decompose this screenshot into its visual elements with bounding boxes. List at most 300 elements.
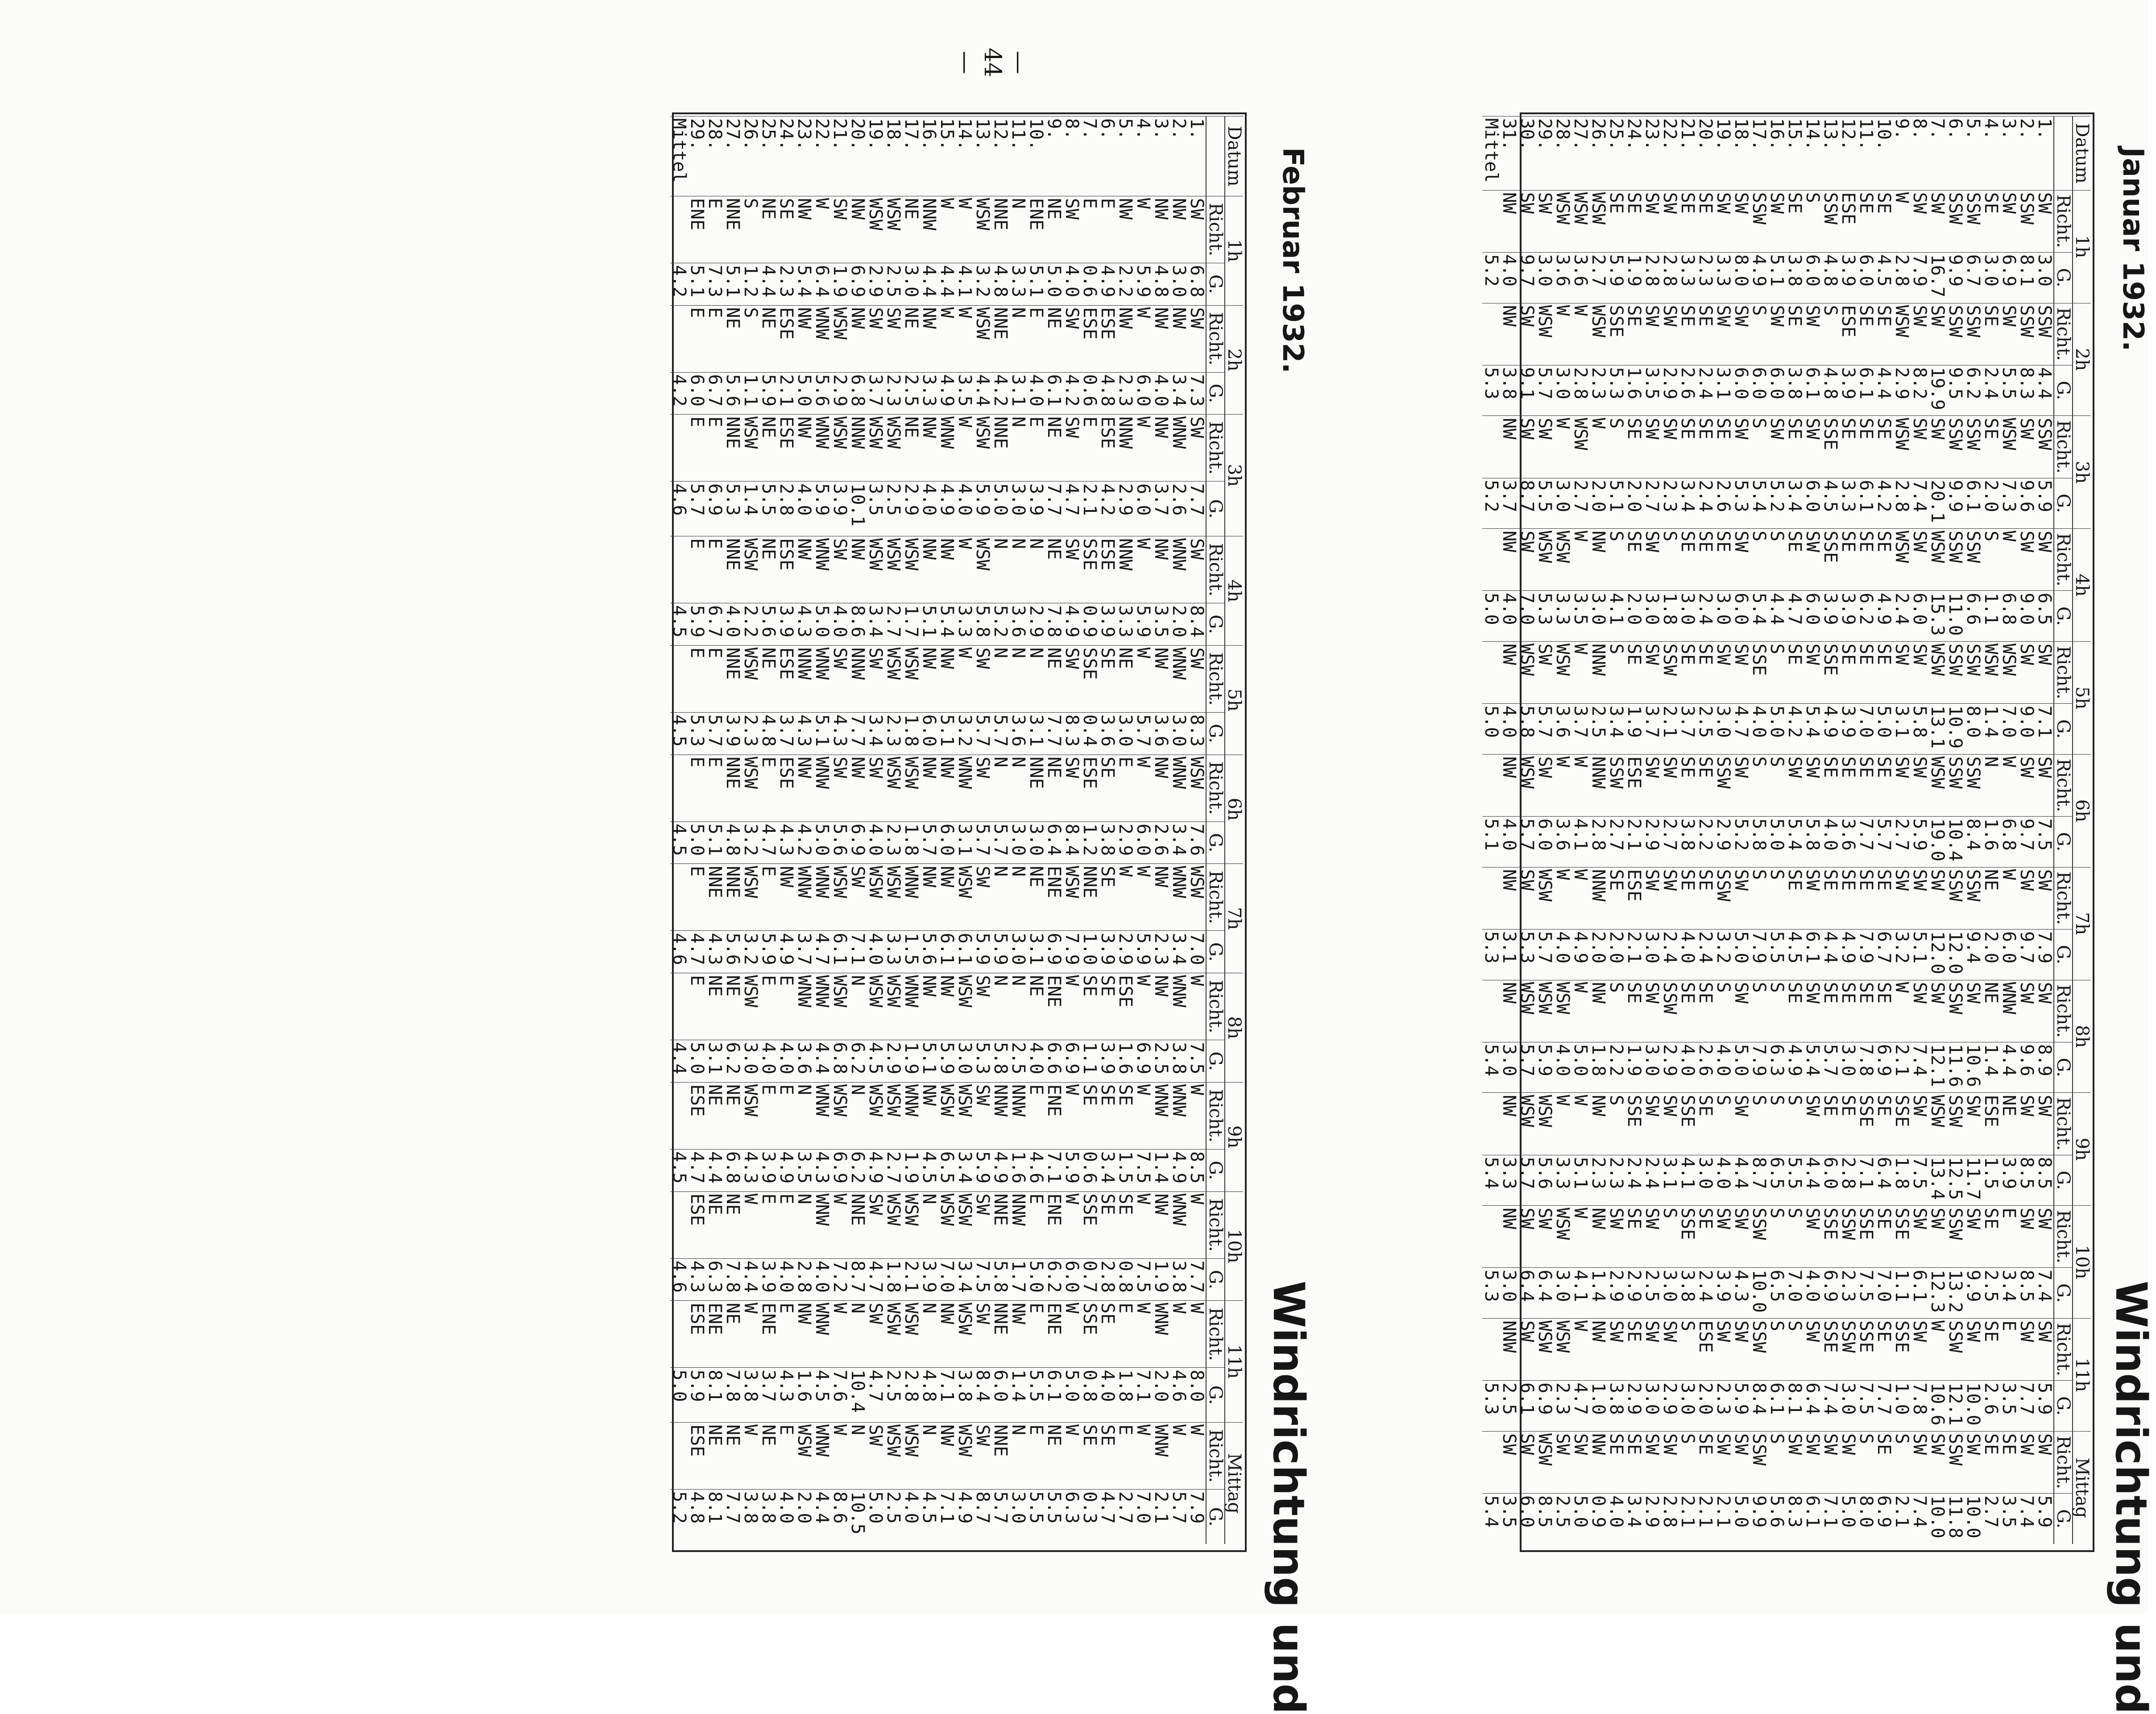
speed-cell: 3.4	[1099, 1149, 1116, 1191]
speed-cell: 7.0	[938, 1258, 956, 1301]
direction-cell: NW	[1152, 1191, 1170, 1258]
date-cell: 28.	[1554, 116, 1571, 191]
speed-cell: 3.9	[1027, 481, 1045, 536]
speed-cell: 2.5	[884, 1368, 902, 1423]
speed-cell: 5.9	[1134, 263, 1152, 305]
direction-cell: SSW	[1946, 1319, 1964, 1381]
speed-cell: 2.7	[884, 1149, 902, 1191]
direction-cell: W	[1134, 864, 1152, 931]
speed-cell: 3.6	[1571, 252, 1589, 303]
speed-cell: 2.1	[1625, 817, 1643, 867]
direction-cell: SE	[1625, 1319, 1643, 1381]
speed-cell: 3.8	[1679, 1268, 1696, 1319]
speed-cell: 5.1	[938, 712, 956, 755]
mean-row	[1482, 116, 1500, 1544]
direction-cell: SE	[1786, 980, 1804, 1042]
direction-cell: E	[688, 755, 706, 822]
speed-cell: 6.0	[1804, 591, 1821, 642]
direction-cell: WSW	[1536, 1432, 1554, 1494]
direction-cell: SE	[1857, 303, 1875, 365]
column-header: Datum	[1225, 116, 1243, 196]
speed-cell: 3.1	[1027, 712, 1045, 755]
direction-cell: SW	[2018, 1206, 2036, 1268]
direction-cell: ESE	[1081, 755, 1099, 822]
speed-cell: 2.0	[1152, 1368, 1170, 1423]
column-header: 5h	[2073, 642, 2091, 755]
direction-cell: NW	[938, 973, 956, 1040]
speed-cell: 4.7	[1063, 481, 1081, 536]
direction-cell: SSW	[1750, 1319, 1768, 1381]
direction-cell: N	[795, 1191, 813, 1258]
date-cell: 5.	[1964, 116, 1982, 191]
table-row	[1821, 116, 1839, 1544]
speed-cell: 4.3	[742, 1149, 759, 1191]
speed-cell: 4.9	[991, 1149, 1009, 1191]
speed-cell: 4.0	[1554, 929, 1571, 980]
direction-cell: S	[1786, 1319, 1804, 1381]
speed-cell: 4.5	[813, 1368, 831, 1423]
speed-cell: 16.7	[1928, 252, 1946, 303]
direction-cell: SE	[1696, 529, 1714, 591]
direction-cell: SE	[1839, 1093, 1857, 1155]
direction-cell: SW	[1643, 416, 1661, 478]
direction-cell: NW	[1152, 645, 1170, 712]
direction-cell: ENE	[1045, 1191, 1063, 1258]
date-cell: 24.	[777, 116, 795, 196]
date-cell: 3.	[1152, 116, 1170, 196]
direction-cell: E	[706, 645, 724, 712]
direction-cell: SW	[1804, 1319, 1821, 1381]
direction-cell: NW	[938, 645, 956, 712]
subheader: Richt.	[2054, 867, 2073, 929]
direction-cell: SE	[1099, 973, 1116, 1040]
speed-cell: 3.3	[1554, 1155, 1571, 1206]
speed-cell: 13.1	[1928, 704, 1946, 755]
direction-cell: NNW	[920, 196, 938, 263]
direction-cell: WNW	[1170, 415, 1188, 481]
mean-value: 4.4	[670, 1040, 688, 1083]
speed-cell: 1.0	[1589, 1381, 1607, 1432]
direction-cell: SW	[1804, 867, 1821, 929]
speed-cell: 1.2	[1081, 822, 1099, 864]
direction-cell: S	[1607, 1093, 1625, 1155]
speed-cell: 3.8	[956, 1368, 974, 1423]
speed-cell: 7.4	[1821, 1381, 1839, 1432]
direction-cell: W	[831, 1423, 849, 1490]
direction-cell: W	[1554, 867, 1571, 929]
direction-cell: NW	[1170, 196, 1188, 263]
direction-cell: E	[759, 755, 777, 822]
speed-cell: 5.1	[813, 712, 831, 755]
date-cell: 15.	[938, 116, 956, 196]
direction-cell: NW	[920, 645, 938, 712]
direction-cell: NE	[759, 196, 777, 263]
direction-cell: SW	[1661, 303, 1679, 365]
direction-cell: WSW	[1928, 529, 1946, 591]
direction-cell: NW	[938, 1301, 956, 1368]
subheader: Richt.	[2054, 303, 2073, 365]
speed-cell: 2.3	[1696, 252, 1714, 303]
date-cell: 23.	[1643, 116, 1661, 191]
date-cell: 19.	[867, 116, 884, 196]
speed-cell: 2.8	[1589, 817, 1607, 867]
direction-cell: SW	[1661, 754, 1679, 816]
direction-cell: WSW	[938, 1191, 956, 1258]
direction-cell: SW	[1063, 415, 1081, 481]
speed-cell: 6.6	[1964, 591, 1982, 642]
table-row	[1893, 116, 1911, 1544]
speed-cell: 4.0	[777, 1258, 795, 1301]
speed-cell: 7.0	[1518, 591, 1536, 642]
speed-cell: 4.0	[1714, 1155, 1732, 1206]
speed-cell: 3.0	[1696, 1155, 1714, 1206]
speed-cell: 2.8	[1893, 252, 1911, 303]
table-row	[742, 116, 759, 1544]
speed-cell: 2.7	[1893, 817, 1911, 867]
direction-cell: SE	[1982, 303, 2000, 365]
direction-cell: NW	[1500, 416, 1518, 478]
speed-cell: 1.9	[1625, 1042, 1643, 1093]
direction-cell: SW	[1643, 1432, 1661, 1494]
speed-cell: 5.7	[688, 481, 706, 536]
speed-cell: 2.7	[884, 603, 902, 646]
direction-cell: SE	[1875, 1093, 1893, 1155]
date-cell: 19.	[1714, 116, 1732, 191]
direction-cell: SW	[1643, 1093, 1661, 1155]
date-cell: 20.	[849, 116, 867, 196]
date-cell: 4.	[1134, 116, 1152, 196]
speed-cell: 5.5	[1768, 929, 1786, 980]
speed-cell: 2.9	[867, 263, 884, 305]
direction-cell: SW	[2036, 1432, 2054, 1494]
speed-cell: 11.0	[1946, 591, 1964, 642]
mean-value: 5.4	[1482, 1042, 1500, 1093]
direction-cell: ENE	[1045, 1301, 1063, 1368]
direction-cell: W	[1188, 1423, 1206, 1490]
speed-cell: 6.3	[1768, 1042, 1786, 1093]
speed-cell: 7.1	[2036, 704, 2054, 755]
speed-cell: 3.7	[867, 372, 884, 415]
date-cell: 17.	[1750, 116, 1768, 191]
speed-cell: 3.3	[956, 603, 974, 646]
speed-cell: 7.1	[1045, 1149, 1063, 1191]
direction-cell: W	[1063, 1082, 1081, 1149]
direction-cell: W	[956, 415, 974, 481]
direction-cell: SW	[1643, 190, 1661, 252]
table-row	[706, 116, 724, 1544]
subheader: Richt.	[2054, 416, 2073, 478]
direction-cell: E	[706, 415, 724, 481]
speed-cell: 3.0	[1027, 822, 1045, 864]
direction-cell: SE	[1679, 190, 1696, 252]
speed-cell: 5.0	[688, 822, 706, 864]
direction-cell: SE	[1679, 754, 1696, 816]
date-cell: 21.	[1679, 116, 1696, 191]
direction-cell: SE	[1875, 1206, 1893, 1268]
direction-cell: E	[688, 973, 706, 1040]
speed-cell: 7.8	[724, 1258, 742, 1301]
speed-cell: 8.1	[706, 1490, 724, 1544]
direction-cell: SSE	[1607, 303, 1625, 365]
speed-cell: 3.9	[1821, 591, 1839, 642]
date-cell: 21.	[831, 116, 849, 196]
speed-cell: 1.5	[902, 931, 920, 973]
speed-cell: 4.1	[1607, 591, 1625, 642]
direction-cell: N	[991, 645, 1009, 712]
direction-cell: SSW	[1750, 1206, 1768, 1268]
direction-cell: SE	[1786, 867, 1804, 929]
column-header: 2h	[2073, 303, 2091, 416]
direction-cell: E	[1027, 305, 1045, 372]
speed-cell: 5.2	[991, 603, 1009, 646]
direction-cell: NNE	[724, 864, 742, 931]
speed-cell: 7.0	[1786, 1268, 1804, 1319]
direction-cell: NE	[1045, 1423, 1063, 1490]
mean-value: 5.0	[1482, 591, 1500, 642]
speed-cell: 4.4	[759, 263, 777, 305]
direction-cell: SW	[1518, 416, 1536, 478]
direction-cell: SSE	[1893, 1093, 1911, 1155]
date-cell: 26.	[742, 116, 759, 196]
speed-cell: 3.0	[1009, 931, 1027, 973]
speed-cell: 3.8	[1607, 1381, 1625, 1432]
direction-cell: NE	[1045, 755, 1063, 822]
direction-cell: SSE	[1679, 1206, 1696, 1268]
speed-cell: 5.1	[1768, 252, 1786, 303]
direction-cell: SE	[1821, 980, 1839, 1042]
table-row	[1027, 116, 1045, 1544]
direction-cell: WNW	[902, 1082, 920, 1149]
direction-cell: SE	[1857, 867, 1875, 929]
direction-cell: N	[920, 1191, 938, 1258]
speed-cell: 5.0	[813, 603, 831, 646]
speed-cell: 1.5	[1116, 1149, 1134, 1191]
direction-cell: WSW	[1536, 1093, 1554, 1155]
speed-cell: 3.6	[795, 1040, 813, 1083]
direction-cell: W	[956, 196, 974, 263]
speed-cell: 3.0	[742, 1040, 759, 1083]
speed-cell: 7.1	[938, 1368, 956, 1423]
direction-cell: S	[1786, 1093, 1804, 1155]
speed-cell: 9.6	[2018, 1042, 2036, 1093]
direction-cell: NNE	[706, 864, 724, 931]
direction-cell: W	[938, 305, 956, 372]
speed-cell: 7.6	[1188, 822, 1206, 864]
direction-cell: E	[777, 1191, 795, 1258]
speed-cell: 8.2	[1911, 365, 1928, 416]
speed-cell: 4.0	[1554, 1042, 1571, 1093]
direction-cell: NW	[777, 864, 795, 931]
mean-value: 4.5	[670, 712, 688, 755]
speed-cell: 3.8	[1679, 817, 1696, 867]
speed-cell: 4.0	[759, 1040, 777, 1083]
direction-cell: W	[1134, 1191, 1152, 1258]
direction-cell: WNW	[902, 973, 920, 1040]
speed-cell: 0.4	[1081, 712, 1099, 755]
direction-cell: NNW	[849, 415, 867, 481]
direction-cell: WNW	[813, 1082, 831, 1149]
speed-cell: 4.0	[1607, 1494, 1625, 1544]
speed-cell: 2.6	[1679, 365, 1696, 416]
direction-cell: SSW	[1964, 642, 1982, 704]
direction-cell: SE	[1099, 1082, 1116, 1149]
speed-cell: 6.8	[2000, 817, 2018, 867]
direction-cell: ESE	[777, 415, 795, 481]
table-row	[1696, 116, 1714, 1544]
speed-cell: 5.3	[1607, 365, 1625, 416]
date-cell: 10.	[1875, 116, 1893, 191]
speed-cell: 4.9	[1063, 603, 1081, 646]
speed-cell: 1.2	[742, 263, 759, 305]
speed-cell: 8.0	[1188, 1368, 1206, 1423]
speed-cell: 5.3	[1732, 478, 1750, 529]
speed-cell: 4.0	[1099, 1368, 1116, 1423]
direction-cell: WSW	[1589, 303, 1607, 365]
mean-value: 4.5	[670, 603, 688, 646]
speed-cell: 4.0	[724, 603, 742, 646]
direction-cell: W	[1571, 303, 1589, 365]
direction-cell: NE	[706, 973, 724, 1040]
speed-cell: 4.3	[688, 1258, 706, 1301]
direction-cell: SW	[1893, 867, 1911, 929]
direction-cell: NNE	[991, 305, 1009, 372]
speed-cell: 5.1	[1571, 1155, 1589, 1206]
date-cell: 8.	[1063, 116, 1081, 196]
speed-cell: 3.0	[902, 263, 920, 305]
speed-cell: 4.0	[1750, 704, 1768, 755]
speed-cell: 4.2	[1099, 481, 1116, 536]
speed-cell: 7.4	[1911, 478, 1928, 529]
direction-cell: SW	[1518, 190, 1536, 252]
januar-table	[1482, 116, 2091, 1544]
speed-cell: 7.2	[831, 1258, 849, 1301]
speed-cell: 4.2	[1063, 372, 1081, 415]
direction-cell: NW	[1152, 415, 1170, 481]
direction-cell: W	[1571, 642, 1589, 704]
direction-cell: SE	[1696, 190, 1714, 252]
speed-cell: 2.9	[1661, 1381, 1679, 1432]
table-row	[1679, 116, 1696, 1544]
direction-cell: SW	[2036, 190, 2054, 252]
direction-cell: NE	[902, 305, 920, 372]
direction-cell: N	[1027, 645, 1045, 712]
speed-cell: 6.5	[1768, 1155, 1786, 1206]
speed-cell: 3.0	[1714, 704, 1732, 755]
direction-cell: SSE	[1679, 1093, 1696, 1155]
speed-cell: 9.7	[2018, 929, 2036, 980]
table-row	[1946, 116, 1964, 1544]
speed-cell: 3.5	[2000, 1494, 2018, 1544]
speed-cell: 2.7	[1643, 478, 1661, 529]
direction-cell: SW	[849, 864, 867, 931]
speed-cell: 2.3	[1714, 1381, 1732, 1432]
speed-cell: 5.9	[1911, 817, 1928, 867]
direction-cell: SE	[1875, 867, 1893, 929]
speed-cell: 2.3	[1607, 1155, 1625, 1206]
direction-cell: NW	[1500, 754, 1518, 816]
speed-cell: 4.0	[1679, 929, 1696, 980]
direction-cell: WSW	[1554, 190, 1571, 252]
speed-cell: 3.0	[1589, 591, 1607, 642]
speed-cell: 9.4	[1964, 929, 1982, 980]
speed-cell: 4.6	[1027, 1149, 1045, 1191]
speed-cell: 1.9	[902, 1149, 920, 1191]
table-row	[1589, 116, 1607, 1544]
direction-cell: SE	[1625, 980, 1643, 1042]
direction-cell: SSW	[1946, 190, 1964, 252]
speed-cell: 6.5	[938, 1149, 956, 1191]
direction-cell: N	[1009, 536, 1027, 603]
table-row	[1928, 116, 1946, 1544]
direction-cell: WSW	[1063, 864, 1081, 931]
direction-cell: SW	[2036, 529, 2054, 591]
date-cell: 7.	[1928, 116, 1946, 191]
speed-cell: 3.0	[1643, 591, 1661, 642]
speed-cell: 2.8	[1839, 1155, 1857, 1206]
speed-cell: 1.9	[831, 263, 849, 305]
speed-cell: 2.3	[777, 263, 795, 305]
speed-cell: 4.0	[867, 931, 884, 973]
speed-cell: 6.2	[1857, 591, 1875, 642]
speed-cell: 7.8	[1045, 603, 1063, 646]
speed-cell: 2.5	[1152, 1040, 1170, 1083]
direction-cell: NW	[795, 755, 813, 822]
direction-cell: WSW	[1571, 416, 1589, 478]
direction-cell: NE	[1027, 864, 1045, 931]
speed-cell: 5.7	[1170, 1490, 1188, 1544]
speed-cell: 3.9	[1099, 931, 1116, 973]
speed-cell: 2.4	[1696, 929, 1714, 980]
direction-cell: WSW	[742, 864, 759, 931]
speed-cell: 3.4	[867, 712, 884, 755]
speed-cell: 7.7	[2018, 1381, 2036, 1432]
direction-cell: SW	[1661, 1093, 1679, 1155]
speed-cell: 15.3	[1928, 591, 1946, 642]
speed-cell: 6.4	[1804, 1381, 1821, 1432]
speed-cell: 5.7	[1536, 929, 1554, 980]
speed-cell: 12.1	[1928, 1042, 1946, 1093]
direction-cell: WSW	[1928, 754, 1946, 816]
direction-cell: S	[1821, 303, 1839, 365]
speed-cell: 7.7	[724, 1490, 742, 1544]
speed-cell: 4.4	[813, 1490, 831, 1544]
speed-cell: 3.8	[1170, 1258, 1188, 1301]
date-cell: 22.	[813, 116, 831, 196]
direction-cell: NW	[920, 536, 938, 603]
speed-cell: 5.9	[974, 481, 991, 536]
speed-cell: 3.9	[1099, 1040, 1116, 1083]
speed-cell: 1.6	[1009, 1149, 1027, 1191]
date-cell: 6.	[1099, 116, 1116, 196]
speed-cell: 7.5	[1857, 1381, 1875, 1432]
speed-cell: 4.9	[1786, 1042, 1804, 1093]
direction-cell: S	[742, 196, 759, 263]
direction-cell: N	[991, 755, 1009, 822]
direction-cell: SE	[1714, 529, 1732, 591]
speed-cell: 2.6	[1714, 478, 1732, 529]
speed-cell: 1.9	[1152, 1258, 1170, 1301]
speed-cell: 3.3	[1679, 252, 1696, 303]
speed-cell: 6.5	[2036, 591, 2054, 642]
date-cell: 26.	[1589, 116, 1607, 191]
speed-cell: 3.4	[2000, 1268, 2018, 1319]
speed-cell: 5.9	[688, 1368, 706, 1423]
direction-cell: NE	[759, 1423, 777, 1490]
speed-cell: 3.9	[1839, 704, 1857, 755]
speed-cell: 2.1	[1679, 1494, 1696, 1544]
direction-cell: SW	[867, 1301, 884, 1368]
speed-cell: 2.4	[1643, 1155, 1661, 1206]
